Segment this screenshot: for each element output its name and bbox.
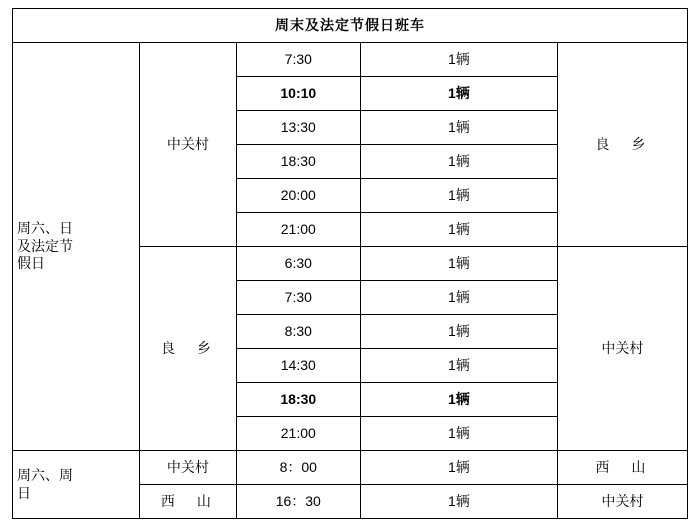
day-range-line-1: 周六、日 [17,220,73,237]
count-cell: 1辆 [361,315,558,349]
count-cell: 1辆 [361,349,558,383]
time-cell: 7:30 [236,281,361,315]
day-range-line-3: 假日 [17,255,45,272]
time-cell: 14:30 [236,349,361,383]
shuttle-schedule-table [12,8,688,519]
page-title: 周末及法定节假日班车 [13,9,688,43]
count-cell: 1辆 [361,417,558,451]
day-range-cell-weekend [13,451,140,519]
count-cell: 1辆 [361,383,558,417]
destination-cell: 西 山 [557,451,687,485]
table-title-row [13,9,688,43]
origin-cell-zhongguancun: 中关村 [140,43,236,247]
time-cell: 18:30 [236,383,361,417]
count-cell: 1辆 [361,111,558,145]
time-cell: 6:30 [236,247,361,281]
origin-cell: 西 山 [140,485,236,519]
time-cell: 21:00 [236,213,361,247]
count-cell: 1辆 [361,485,558,519]
count-cell: 1辆 [361,145,558,179]
time-cell: 10:10 [236,77,361,111]
time-cell: 16：30 [236,485,361,519]
table-row [13,43,688,77]
destination-cell-zhongguancun: 中关村 [557,247,687,451]
time-cell: 13:30 [236,111,361,145]
count-cell: 1辆 [361,247,558,281]
table-row [13,451,688,485]
origin-cell-liangxiang: 良 乡 [140,247,236,451]
time-cell: 20:00 [236,179,361,213]
day-range-line-2: 及法定节 [17,237,73,254]
day-range-line-2: 日 [17,484,31,501]
origin-cell: 中关村 [140,451,236,485]
time-cell: 7:30 [236,43,361,77]
time-cell: 8:30 [236,315,361,349]
count-cell: 1辆 [361,451,558,485]
day-range-line-1: 周六、周 [17,467,73,483]
count-cell: 1辆 [361,281,558,315]
time-cell: 8：00 [236,451,361,485]
count-cell: 1辆 [361,77,558,111]
count-cell: 1辆 [361,213,558,247]
destination-cell: 中关村 [557,485,687,519]
count-cell: 1辆 [361,179,558,213]
day-range-cell-holiday [13,43,140,451]
count-cell: 1辆 [361,43,558,77]
time-cell: 18:30 [236,145,361,179]
time-cell: 21:00 [236,417,361,451]
destination-cell-liangxiang: 良 乡 [557,43,687,247]
